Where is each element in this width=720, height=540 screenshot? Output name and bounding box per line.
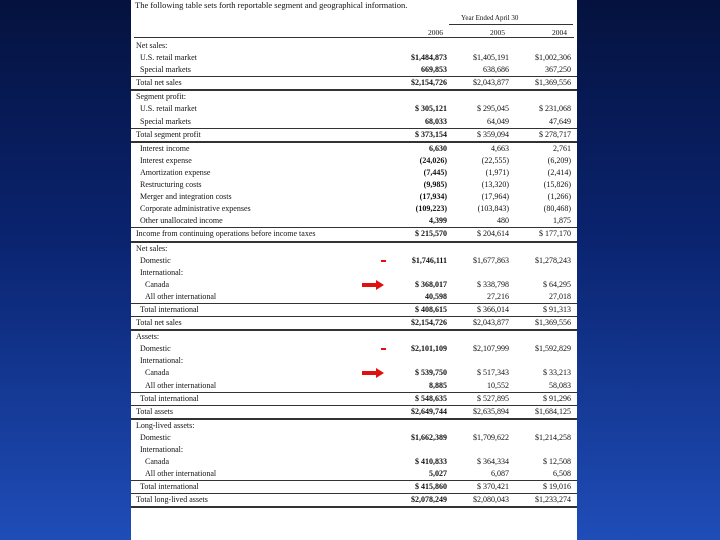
table-row <box>131 40 577 52</box>
column-header-rule <box>134 37 574 38</box>
row-label: International: <box>140 267 184 277</box>
value-2006: 68,033 <box>425 116 447 126</box>
value-2004: $1,233,274 <box>535 495 571 505</box>
value-2004: (2,414) <box>547 167 571 177</box>
table-row <box>131 432 577 444</box>
value-2004: $1,592,829 <box>535 344 571 354</box>
value-2005: (103,843) <box>477 204 509 214</box>
value-2006: (17,934) <box>419 192 447 202</box>
value-2006: $1,484,873 <box>411 53 447 63</box>
value-2004: $ 91,296 <box>543 393 571 403</box>
table-row <box>131 480 577 493</box>
value-2005: 27,216 <box>487 291 509 301</box>
value-2006: $1,746,111 <box>387 256 447 265</box>
value-2004: $ 177,170 <box>539 229 571 239</box>
value-2006: $ 373,154 <box>415 129 447 139</box>
row-label: Canada <box>145 457 169 467</box>
row-label: Canada <box>145 279 169 289</box>
row-label: Total assets <box>136 406 173 416</box>
table-row <box>131 279 577 291</box>
table-row <box>131 167 577 179</box>
year-2005-header: 2005 <box>490 28 505 37</box>
table-row <box>131 52 577 64</box>
value-2004: (1,266) <box>547 192 571 202</box>
table-row <box>131 179 577 191</box>
value-2004: $1,369,556 <box>535 318 571 328</box>
table-row <box>131 456 577 468</box>
row-label: Segment profit: <box>136 92 186 102</box>
value-2005: $ 366,014 <box>477 304 509 314</box>
value-2004: 58,083 <box>549 380 571 390</box>
value-2005: $1,405,191 <box>473 53 509 63</box>
row-label: Interest income <box>140 143 190 153</box>
row-label: Net sales: <box>136 41 168 50</box>
value-2006: $2,154,726 <box>411 318 447 328</box>
table-row <box>131 255 577 267</box>
value-2006: $2,649,744 <box>411 406 447 416</box>
table-row <box>131 380 577 392</box>
row-label: Interest expense <box>140 155 192 165</box>
value-2005: $ 359,094 <box>477 129 509 139</box>
table-row <box>131 64 577 76</box>
row-label: All other international <box>145 469 217 479</box>
value-2005: $2,635,894 <box>473 406 509 416</box>
value-2004: $ 12,508 <box>543 457 571 467</box>
row-label: Total international <box>140 393 199 403</box>
value-2004: 27,018 <box>549 291 571 301</box>
value-2004: 6,508 <box>553 469 571 479</box>
table-row <box>131 203 577 215</box>
value-2005: $2,043,877 <box>473 318 509 328</box>
value-2004: $1,214,258 <box>535 432 571 442</box>
table-row <box>131 343 577 355</box>
row-label: U.S. retail market <box>140 104 197 114</box>
value-2006: 5,027 <box>429 469 447 479</box>
row-label: Corporate administrative expenses <box>140 204 251 214</box>
value-2005: $ 370,421 <box>477 482 509 492</box>
value-2006: $ 368,017 <box>387 280 447 289</box>
row-label: International: <box>140 356 184 366</box>
table-row <box>131 91 577 103</box>
value-2005: 4,663 <box>491 143 509 153</box>
value-2006: 6,630 <box>429 143 447 153</box>
table-row <box>131 468 577 480</box>
value-2005: $1,677,863 <box>473 255 509 265</box>
row-label: Total net sales <box>136 318 182 328</box>
value-2004: 47,649 <box>549 116 571 126</box>
value-2004: (80,468) <box>543 204 571 214</box>
row-label: Domestic <box>140 432 171 442</box>
table-row <box>131 316 577 331</box>
red-dash-icon <box>381 260 386 262</box>
value-2005: $ 364,334 <box>477 457 509 467</box>
value-2004: $1,002,306 <box>535 53 571 63</box>
table-row <box>131 444 577 456</box>
red-arrow-icon <box>361 280 385 290</box>
value-2006: $ 408,615 <box>415 304 447 314</box>
table-row <box>131 243 577 255</box>
table-row <box>131 420 577 432</box>
value-2006: (24,026) <box>419 155 447 165</box>
row-label: Long-lived assets: <box>136 420 195 430</box>
value-2005: $ 517,343 <box>477 368 509 378</box>
table-row <box>131 191 577 203</box>
row-label: Income from continuing operations before income taxes <box>136 229 316 239</box>
value-2006: $1,662,389 <box>411 432 447 442</box>
row-label: All other international <box>145 380 217 390</box>
table-row <box>131 303 577 316</box>
value-2004: $ 33,213 <box>543 368 571 378</box>
row-label: Total long-lived assets <box>136 495 208 505</box>
table-row <box>131 143 577 155</box>
year-2006-header: 2006 <box>428 28 443 37</box>
value-2005: $ 527,895 <box>477 393 509 403</box>
row-label: Net sales: <box>136 243 168 253</box>
value-2004: $1,684,125 <box>535 406 571 416</box>
value-2004: 367,250 <box>545 65 571 75</box>
value-2004: $ 278,717 <box>539 129 571 139</box>
table-row <box>131 103 577 115</box>
value-2005: (1,971) <box>485 167 509 177</box>
table-row <box>131 227 577 242</box>
value-2006: $ 539,750 <box>387 368 447 377</box>
red-arrow-icon <box>361 368 385 378</box>
table-row <box>131 76 577 91</box>
row-label: Domestic <box>140 255 171 265</box>
table-row <box>131 355 577 367</box>
value-2005: 480 <box>497 216 509 226</box>
table-row <box>131 155 577 167</box>
row-label: Other unallocated income <box>140 216 223 226</box>
table-row <box>131 116 577 128</box>
value-2006: $ 410,833 <box>415 457 447 467</box>
value-2005: $1,709,622 <box>473 432 509 442</box>
value-2005: (22,555) <box>481 155 509 165</box>
value-2005: $ 338,798 <box>477 279 509 289</box>
value-2006: $ 215,570 <box>415 229 447 239</box>
value-2005: 64,049 <box>487 116 509 126</box>
value-2004: 1,875 <box>553 216 571 226</box>
row-label: U.S. retail market <box>140 53 197 63</box>
table-row <box>131 291 577 303</box>
value-2005: 638,686 <box>483 65 509 75</box>
value-2004: $ 231,068 <box>539 104 571 114</box>
table-row <box>131 215 577 227</box>
table-row <box>131 367 577 379</box>
row-label: Merger and integration costs <box>140 192 232 202</box>
value-2004: (6,209) <box>547 155 571 165</box>
value-2004: $ 91,313 <box>543 304 571 314</box>
row-label: Total net sales <box>136 78 182 88</box>
row-label: Domestic <box>140 344 171 354</box>
table-row <box>131 405 577 420</box>
red-dash-icon <box>381 348 386 350</box>
value-2004: $1,278,243 <box>535 255 571 265</box>
value-2006: 669,853 <box>421 65 447 75</box>
table-row <box>131 128 577 143</box>
row-label: Total international <box>140 482 199 492</box>
row-label: Amortization expense <box>140 167 211 177</box>
value-2004: 2,761 <box>553 143 571 153</box>
row-label: Restructuring costs <box>140 180 202 190</box>
value-2006: $2,078,249 <box>411 495 447 505</box>
header-rule <box>449 24 573 25</box>
value-2004: $ 19,016 <box>543 482 571 492</box>
table-row <box>131 493 577 508</box>
value-2006: 8,885 <box>429 380 447 390</box>
year-ended-header: Year Ended April 30 <box>461 14 519 22</box>
value-2006: $2,154,726 <box>411 78 447 88</box>
value-2006: (7,445) <box>423 167 447 177</box>
value-2005: $2,043,877 <box>473 78 509 88</box>
value-2006: $2,101,109 <box>387 344 447 353</box>
row-label: Assets: <box>136 332 160 342</box>
value-2006: (109,223) <box>415 204 447 214</box>
value-2004: (15,826) <box>543 180 571 190</box>
value-2004: $1,369,556 <box>535 78 571 88</box>
year-2004-header: 2004 <box>552 28 567 37</box>
document-page <box>131 0 577 540</box>
row-label: Special markets <box>140 116 191 126</box>
table-caption: The following table sets forth reportable segment and geographical information. <box>135 0 408 10</box>
value-2005: $ 204,614 <box>477 229 509 239</box>
value-2006: $ 415,860 <box>415 482 447 492</box>
value-2005: 6,087 <box>491 469 509 479</box>
value-2006: (9,985) <box>423 180 447 190</box>
row-label: All other international <box>145 291 217 301</box>
value-2004: $ 64,295 <box>543 279 571 289</box>
value-2005: $2,080,043 <box>473 495 509 505</box>
row-label: Special markets <box>140 65 191 75</box>
value-2005: (13,320) <box>481 180 509 190</box>
value-2005: 10,552 <box>487 380 509 390</box>
row-label: Total international <box>140 304 199 314</box>
row-label: Total segment profit <box>136 129 201 139</box>
table-row <box>131 392 577 405</box>
value-2005: $ 295,045 <box>477 104 509 114</box>
table-row <box>131 267 577 279</box>
value-2006: 4,399 <box>429 216 447 226</box>
value-2006: 40,598 <box>425 291 447 301</box>
value-2005: (17,964) <box>481 192 509 202</box>
row-label: Canada <box>145 368 169 378</box>
value-2005: $2,107,999 <box>473 344 509 354</box>
segment-table <box>131 40 577 508</box>
row-label: International: <box>140 445 184 454</box>
table-row <box>131 331 577 343</box>
value-2006: $ 305,121 <box>415 104 447 114</box>
value-2006: $ 548,635 <box>415 393 447 403</box>
